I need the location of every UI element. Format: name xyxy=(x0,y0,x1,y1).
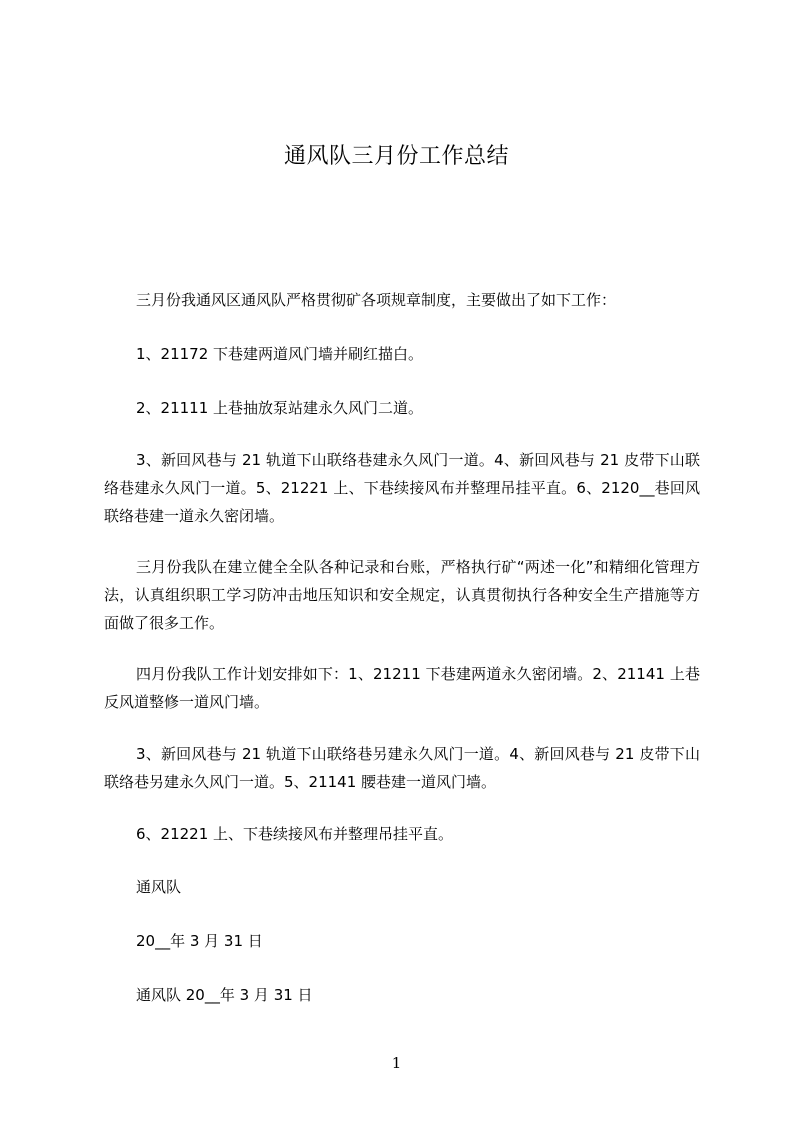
document-title: 通风队三月份工作总结 xyxy=(283,144,509,169)
work-item-2: 2、21111 上巷抽放泵站建永久风门二道。 xyxy=(136,399,424,417)
signature-team-date: 通风队 20__年 3 月 31 日 xyxy=(136,986,313,1004)
april-plan-item-6: 6、21221 上、下巷续接风布并整理吊挂平直。 xyxy=(136,825,454,843)
work-item-1: 1、21172 下巷建两道风门墙并刷红描白。 xyxy=(136,345,424,363)
management-paragraph: 三月份我队在建立健全全队各种记录和台账，严格执行矿“两述一化”和精细化管理方法，认真组织职工学习防冲击地压知识和安全规定，认真贯彻执行各种安全生产措施等方面做了很多工作。 xyxy=(104,558,700,632)
page-number: 1 xyxy=(391,1054,402,1072)
intro-paragraph: 三月份我通风区通风队严格贯彻矿各项规章制度，主要做出了如下工作： xyxy=(136,291,617,309)
signature-team: 通风队 xyxy=(136,878,182,896)
april-plan-paragraph: 四月份我队工作计划安排如下：1、21211 下巷建两道永久密闭墙。2、21141 上巷反风道整修一道风门墙。 xyxy=(104,665,700,711)
april-plan-items-3-5: 3、新回风巷与 21 轨道下山联络巷另建永久风门一道。4、新回风巷与 21 皮带下山联络巷另建永久风门一道。5、21141 腰巷建一道风门墙。 xyxy=(104,745,700,791)
signature-date: 20__年 3 月 31 日 xyxy=(136,932,263,950)
work-items-3-6: 3、新回风巷与 21 轨道下山联络巷建永久风门一道。4、新回风巷与 21 皮带下山联络巷建永久风门一道。5、21221 上、下巷续接风布并整理吊挂平直。6、2120__巷回风联络巷建一道永久密闭墙。 xyxy=(104,451,700,525)
